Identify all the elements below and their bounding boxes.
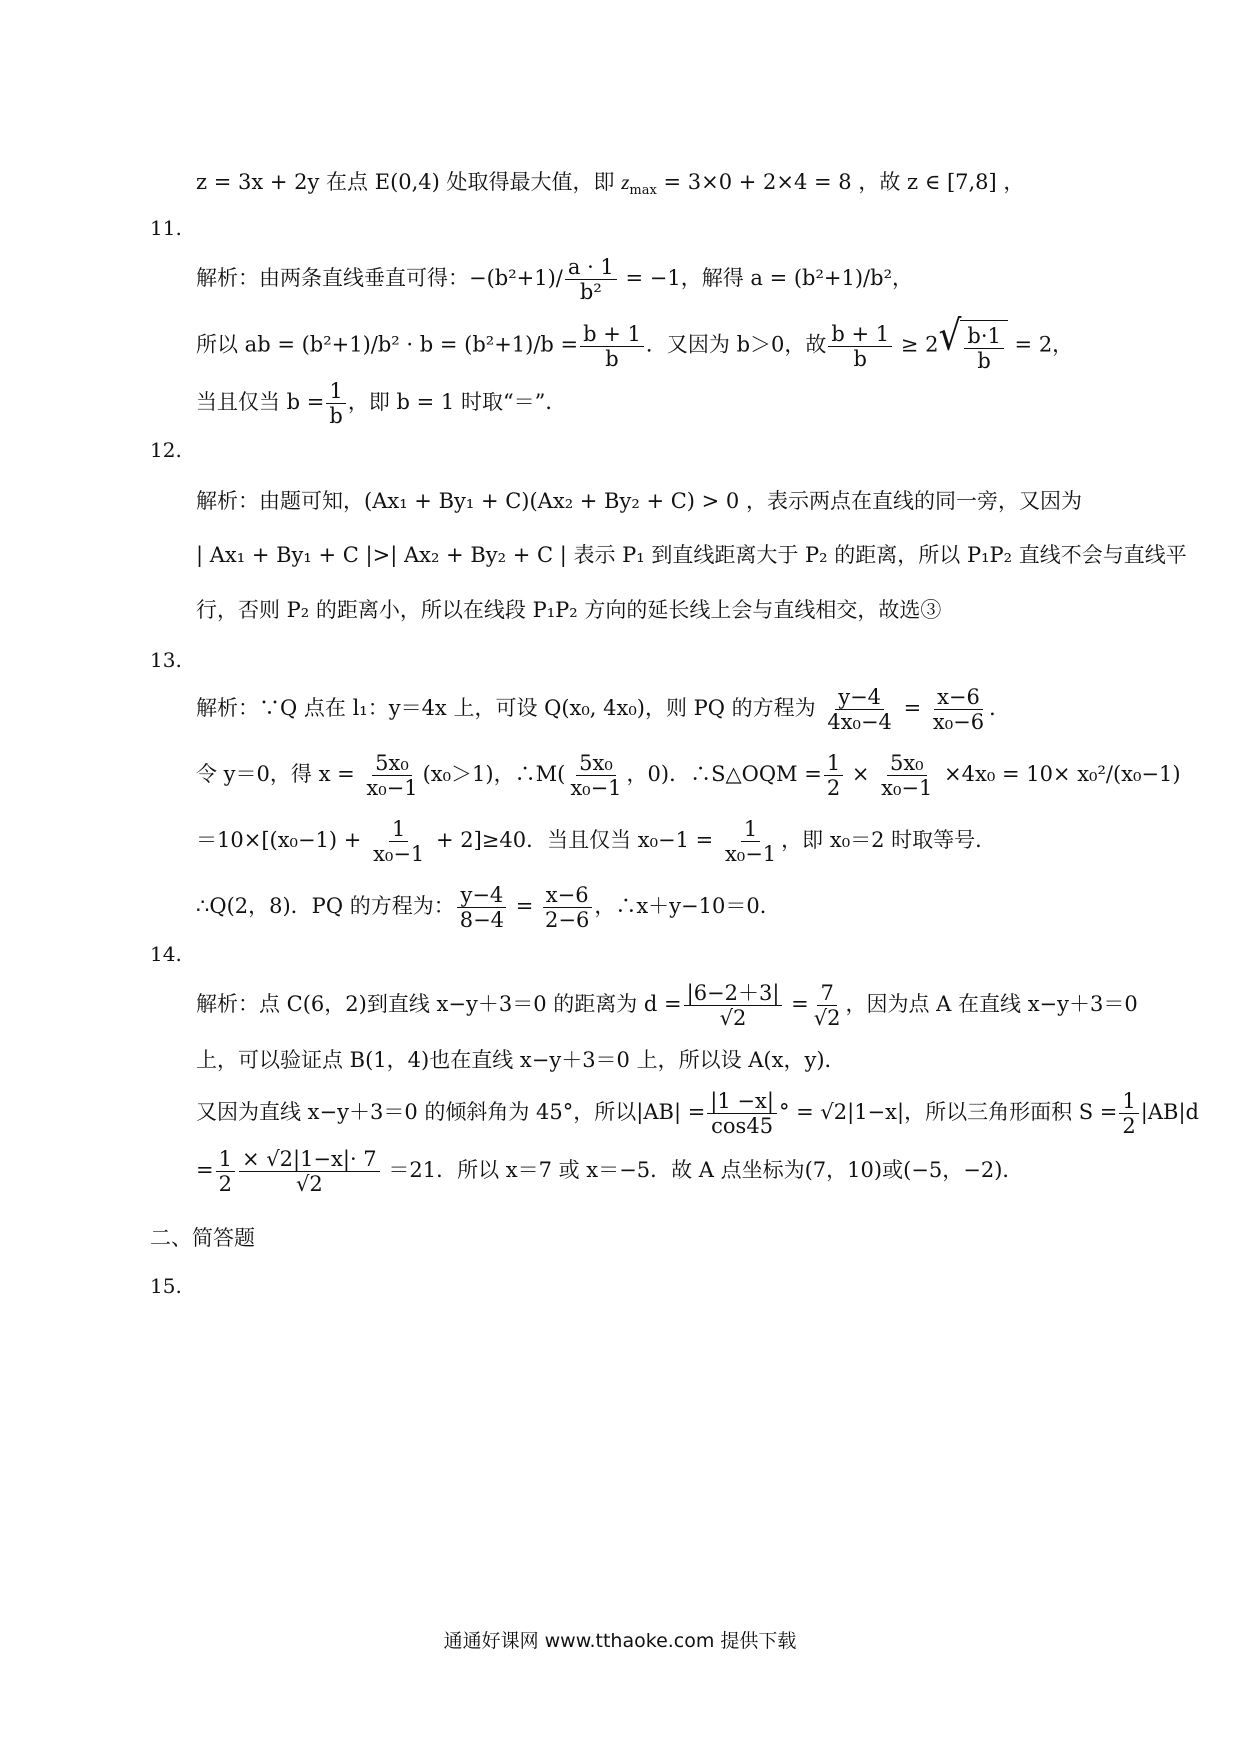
item11-line2: 所以 ab = (b²+1)/b² · b = (b²+1)/b = $\frac{b + 1}{b}$ ．又因为 b＞0，故 $\frac{b + 1}{b}$ ≥ 2 √ $\frac{b\cdot 1}{b}$ = 2， bbox=[196, 312, 1074, 374]
item13-line4: ∴Q(2，8)．PQ 的方程为： $\frac{y-4}{8-4}$ = $\frac{x-6}{2-6}$ ，∴x＋y−10＝0． bbox=[196, 883, 781, 933]
item13-line3: ＝10×[(x₀−1) + $\frac{1}{\text{x₀−1}}$ + 2]≥40．当且仅当 x₀−1 = $\frac{1}{\text{x₀−1}}$ ，即 x₀＝2 时取等号． bbox=[196, 817, 997, 867]
item-number-12: 12. bbox=[150, 438, 182, 462]
item11-line3: 当且仅当 b = $\frac{1}{b}$ ，即 b = 1 时取“＝”． bbox=[196, 379, 567, 429]
item14-line1: 解析：点 C(6，2)到直线 x−y＋3＝0 的距离为 d = $\frac{|6-2+3|}{√2}$ = $\frac{7}{√2}$ ，因为点 A 在直线 x−y＋3＝0 bbox=[196, 981, 1138, 1031]
page-footer: 通通好课网 www.tthaoke.com 提供下载 bbox=[443, 1630, 797, 1652]
item14-line2: 上，可以验证点 B(1，4)也在直线 x−y＋3＝0 上，所以设 A(x，y)． bbox=[196, 1048, 846, 1072]
item14-line4: = $\frac{1}{2}$ $\frac{\times √2|1-x|\cdot 7}{√2}$ ＝21．所以 x＝7 或 x＝−5．故 A 点坐标为(7，10)或(−5，−2)． bbox=[196, 1147, 1024, 1197]
item14-line3: 又因为直线 x−y＋3＝0 的倾斜角为 45°，所以|AB| = $\frac{|1 -x|}{\cos 45}$ ° = √2|1−x|，所以三角形面积 S = $\frac{1}{2}$ |AB|d bbox=[196, 1089, 1199, 1139]
item-number-15: 15. bbox=[150, 1274, 182, 1298]
item11-line1: 解析：由两条直线垂直可得：−(b²+1)/ $\frac{a \cdot 1}{\text{b²}}$ = −1，解得 a = (b²+1)/b²， bbox=[196, 255, 913, 305]
line-top: z = 3x + 2y 在点 E(0,4) 处取得最大值，即 $z_{max} = 3\times 0 + 2\times 4 = 8$ ，故 z ∈ [7,8] ， bbox=[196, 170, 1025, 199]
item12-line1: 解析：由题可知，(Ax₁ + By₁ + C)(Ax₂ + By₂ + C) > 0 ，表示两点在直线的同一旁，又因为 bbox=[196, 489, 1082, 513]
item13-line1: 解析：∵Q 点在 l₁：y＝4x 上，可设 Q(x₀, 4x₀)，则 PQ 的方程为 $\frac{y-4}{\text{4x₀−4}}$ = $\frac{x-6}{\text{x₀−6}}$ ． bbox=[196, 685, 1011, 735]
item13-line2: 令 y＝0，得 x = $\frac{\text{5x₀}}{\text{x₀−1}}$ (x₀＞1)，∴M( $\frac{\text{5x₀}}{\text{x₀−1}}$ ，0)．∴S△OQM = $\frac{1}{2}$ × $\frac{\text{5x₀}}{\text{x₀−1}}$ ×4x₀ = 10× x₀²/(x₀−1) bbox=[196, 751, 1181, 801]
item12-line3: 行，否则 P₂ 的距离小，所以在线段 P₁P₂ 方向的延长线上会与直线相交，故选③ bbox=[196, 598, 942, 622]
item-number-13: 13. bbox=[150, 648, 182, 672]
item-number-14: 14. bbox=[150, 942, 182, 966]
item12-line2: | Ax₁ + By₁ + C |>| Ax₂ + By₂ + C | 表示 P₁ 到直线距离大于 P₂ 的距离，所以 P₁P₂ 直线不会与直线平 bbox=[196, 543, 1187, 567]
item-number-11: 11. bbox=[150, 216, 182, 240]
section-heading: 二、简答题 bbox=[150, 1226, 255, 1250]
